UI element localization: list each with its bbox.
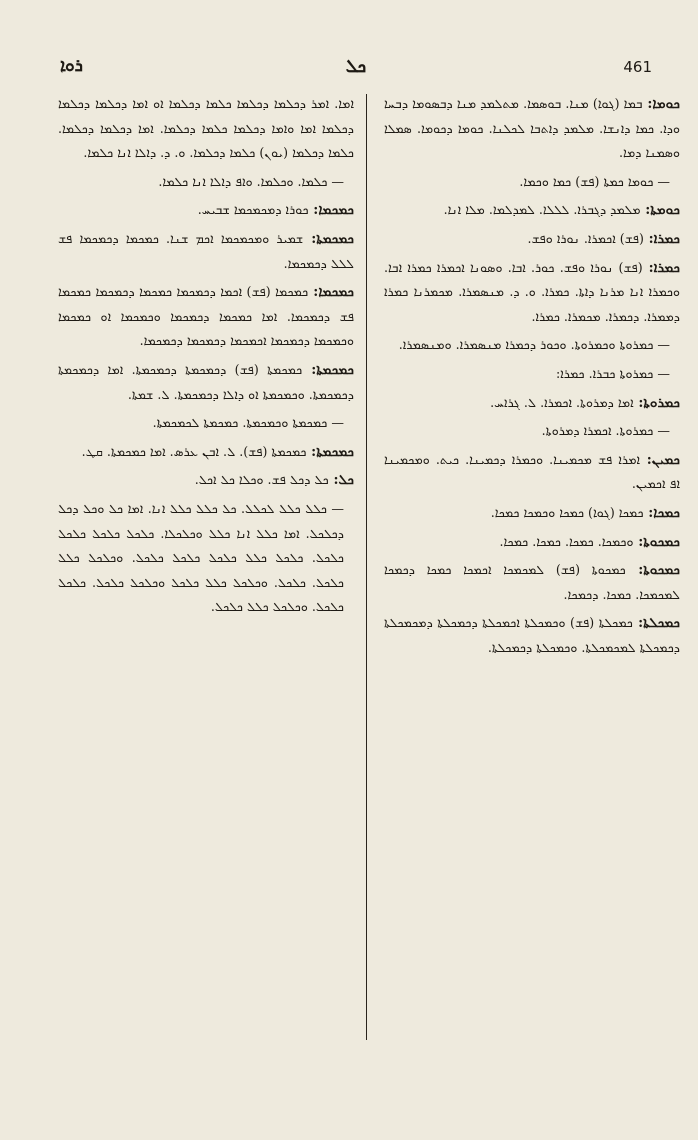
entry-text: — ܟܡܪܘܬܐ. ܐܟܡܪܐ ܕܡܪܘܬܐ. xyxy=(541,423,670,439)
entry-text: — ܟܡܪܘܬܐ ܟܒܪܐ. ܟܡܪܐ: xyxy=(556,365,670,381)
page-number: 461 xyxy=(623,58,652,76)
entry-headword: ܟܡܟܘܬܐ: xyxy=(625,562,680,579)
entry-text: — ܟܡܟܡܬܐ ܘܟܡܟܡܬܐ. ܟܡܟܡܬܐ ܠܟܡܟܡܬܐ. xyxy=(152,415,344,431)
column-divider xyxy=(366,94,367,1040)
sub-entry xyxy=(384,170,680,195)
entry-text: ܟܡܟܘܬܐ (ܦܫ) ܠܡܟܡܟܐ ܐܟܡܟܐ ܟܡܟܐ ܕܟܡܟܐ ܠܡܟܡܟܐ. ܟܡܟܐ. ܕܟܡܟܐ. xyxy=(384,562,680,602)
entry-text: ܟܡܟܡܐ (ܦܫ) ܐܟܡܐ ܕܟܡܟܡܐ ܟܡܟܡܐ ܕܟܡܟܡܐ ܟܡܟܡܐ ܦܫ ܕܟܡܟܡܐ. ܐܡܐ ܟܡܟܡܐ ܕܟܡܟܡܐ ܘܟܡܟܡܐ ܐܘ ܟܡܟܡܐ ܘܟܡܟܡܐ ܕܟܡܟܡܐ ܐܟܡܟܡܐ ܕܟܡܟܡܐ ܕܟܡܟܡܐ. xyxy=(58,284,354,349)
entry-text: ܐܡܐ. ܐܡܪ ܕܟܠܡܐ ܕܟܠܡܐ ܟܠܡܐ ܕܟܠܡܐ ܐܘ ܐܡܐ ܕܟܠܡܐ ܕܟܠܡܐ ܕܟܠܡܐ ܐܡܐ ܘܐܡܐ ܕܟܠܡܐ ܟܠܡܐ ܕܟܠܡܐ. ܐܡܐ ܕܟܠܡܐ ܕܟܠܡܐ. ܟܠܡܐ ܕܟܠܡܐ (ܝܘܢ) ܟܠܡܐ ܕܟܠܡܐ. ܘ. ܕ. ܕܐܠܐ ܐܢܐ ܟܠܡܐ. xyxy=(58,96,354,161)
entry-text: ܟܘܪܐ ܕܡܟܡܟܡܐ ܫܒܝܚ. xyxy=(197,202,309,218)
entry-headword: ܟܡܟܐ: xyxy=(643,504,680,521)
entry-text: ܫܡܝܪ ܘܡܟܡܟܡܐ ܐܟܡ ܫܢܐ. ܟܡܟܡܐ ܕܟܡܟܡܐ ܦܫ ܠܠܠ ܕܟܡܟܡܐ. xyxy=(58,230,354,271)
sub-entry xyxy=(384,333,680,358)
entry-headword: ܟܡܝܢ: xyxy=(640,451,680,468)
entry-text: — ܟܠܡܐ. ܘܟܠܡܐ. ܘܐܦ ܕܐܠܐ ܐܢܐ ܟܠܡܐ. xyxy=(158,173,344,189)
section-letter-heading: ܟܠ xyxy=(345,56,367,77)
right-column xyxy=(384,92,680,664)
entry-headword: ܟܡܪܐ: xyxy=(642,259,680,276)
entry-headword: ܟܡܪܐ: xyxy=(643,230,680,247)
entry-text: ܟܡܟܡܬܐ (ܦܫ). ܠ. ܐܒܢ ܥܪܣ. ܐܡܐ ܟܡܟܡܬܐ. ܩܛ. xyxy=(81,443,307,459)
dictionary-entry xyxy=(384,256,680,330)
entry-headword: ܟܡܟܡܬܐ: xyxy=(302,361,354,378)
entry-headword: ܟܡܟܠܬܐ: xyxy=(632,615,680,632)
entry-text: ܐܡܪܐ ܦܫ ܡܟܡܝܢܐ. ܘܟܡܪܐ ܕܟܡܝܢܐ. ܟܝܬ. ܘܡܟܡܝܢܐ ܐܦ ܐܟܡܝܢ. xyxy=(384,451,680,492)
entry-text: — ܟܡܪܘܬܐ ܘܟܡܪܘܬܐ. ܘܟܘܪ ܕܟܡܪܐ ܡܢܣܡܪܐ. ܘܡܢܣܡܪܐ. xyxy=(398,337,670,353)
page-number-syriac: ܪܘܐ xyxy=(60,56,83,76)
dictionary-entry xyxy=(384,448,680,497)
dictionary-entry xyxy=(384,198,680,223)
entry-text: ܡܠܡܕ ܕܓܒܪܐ. ܠܠܠܐ. ܠܡܕܠܡܐ. ܡܠܐ ܐܢܐ. xyxy=(443,202,641,218)
entry-headword: ܟܘܡܐ: xyxy=(642,96,680,112)
dictionary-entry xyxy=(58,440,354,465)
entry-text: ܟܡܟܠܬܐ (ܦܫ) ܘܟܡܟܠܬܐ ܐܟܡܟܠܬܐ ܕܟܡܟܠܬܐ ܕܡܟܡܟܠܬܐ ܕܟܡܟܠܬܐ ܠܡܟܡܟܠܬܐ. ܘܟܡܟܠܬܐ ܕܟܡܟܠܬܐ. xyxy=(384,615,680,655)
entry-headword: ܟܠ: xyxy=(328,472,354,489)
entry-text: — ܟܠܠ ܟܠܠ ܠܟܠܠ. ܟܠ ܟܠܠ ܟܠܠ ܐܢܐ. ܐܡܐ ܟܠ ܘܟܠ ܕܟܠ ܕܟܠܟܠ. ܐܡܐ ܟܠܠ ܐܢܐ ܟܠܠ ܘܟܠܟܠܐ. ܟܠܟܠ ܟܠܟܠ ܟܠܟܠ ܟܠܟܠ. ܟܠܟܠ ܟܠܠ ܟܠܟܠ ܟܠܟܠ ܟܠܟܠ. ܘܟܠܟܠ ܟܠܠ ܟܠܟܠ. ܟܠܟܠ. ܘܟܠܟܠ ܟܠܠ ܟܠܟܠ ܘܟܠܟܠ ܟܠܟܠ. ܟܠܟܠ ܟܠܟܠ. ܘܟܠܟܠ ܟܠܠ ܟܠܟܠ. xyxy=(58,500,344,615)
dictionary-entry xyxy=(58,280,354,354)
entry-text: ܘܟܡܟܐ. ܟܡܟܐ. ܟܡܟܐ. ܟܡܟܐ. xyxy=(499,533,634,549)
entry-text: ܟܠ ܕܟܠ ܦܫ. ܘܟܠܐ ܟܠ ܐܟܠ. xyxy=(194,472,329,488)
sub-entry xyxy=(384,362,680,387)
dictionary-entry xyxy=(384,501,680,526)
entry-headword: ܟܘܡܬܐ: xyxy=(640,202,680,219)
entry-headword: ܟܡܟܡܐ: xyxy=(308,202,354,219)
sub-entry xyxy=(384,419,680,444)
entry-headword: ܟܡܟܡܐ: xyxy=(308,284,354,301)
dictionary-entry xyxy=(384,530,680,555)
dictionary-entry xyxy=(384,92,680,166)
dictionary-entry xyxy=(384,611,680,660)
dictionary-entry xyxy=(384,227,680,252)
entry-headword: ܟܡܪܘܬܐ: xyxy=(633,394,680,411)
entry-headword: ܟܡܟܡܬܐ: xyxy=(303,230,355,247)
dictionary-entry xyxy=(58,198,354,223)
entry-text: ܐܡܐ ܕܡܪܘܬܐ. ܐܟܡܪܐ. ܠ. ܓܪܐܚ. xyxy=(490,394,634,410)
entry-text: ܟܡܟܐ (ܓܘܐ) ܟܡܟܐ ܘܟܡܟܐ ܟܡܟܐ. xyxy=(490,504,644,520)
sub-entry xyxy=(58,497,354,620)
left-column xyxy=(58,92,354,624)
dictionary-entry xyxy=(58,358,354,407)
dictionary-entry xyxy=(58,227,354,276)
sub-entry xyxy=(58,170,354,195)
sub-entry xyxy=(58,411,354,436)
entry-text: ܒܡܐ (ܓܘܐ) ܡܢܐ. ܒܘܣܡܐ. ܡܬܠܡܕ ܡܢܐ ܕܒܣܘܡܐ ܕܒܚܐ ܘܕܐ. ܟܡܐ ܕܐܢܫܐ. ܡܠܡܕ ܕܐܬܒܐ ܠܟܠܢܐ. ܟܘܡܐ ܕܟܘܡܐ. ܣܡܠܐ ܘܣܡܢܐ ܕܡܐ. xyxy=(384,96,680,161)
entry-text: ܟܡܟܡܬܐ (ܦܫ) ܕܟܡܟܡܬܐ ܕܟܡܟܡܬܐ. ܐܡܐ ܕܟܡܟܡܬܐ ܕܟܡܟܡܬܐ. ܘܟܡܟܡܬܐ ܐܘ ܕܐܠܐ ܕܟܡܟܡܬܐ. ܠ. ܫܡܬܐ. xyxy=(58,361,354,402)
dictionary-entry xyxy=(384,558,680,607)
dictionary-entry xyxy=(58,92,354,166)
entry-text: (ܦܫ) ܢܘܪܐ ܘܦܫ. ܟܘܪ. ܐܒܐ. ܘܣܘܢܐ ܐܟܡܪܐ ܟܡܪܐ ܐܒܐ. ܘܟܡܪܐ ܐܢܐ ܡܪܢܐ ܕܐܬܐ. ܟܡܪܐ. ܘ. ܕ. ܡܢܣܡܪܐ. ܡܟܡܪܢܐ ܟܡܪܐ ܕܡܡܪܐ. ܕܟܡܪܐ. ܡܟܡܪܐ. ܟܡܪܐ. xyxy=(384,259,680,324)
entry-headword: ܟܡܟܘܬܐ: xyxy=(633,533,680,550)
dictionary-entry xyxy=(384,391,680,416)
entry-headword: ܟܡܟܡܬܐ: xyxy=(306,443,354,460)
dictionary-entry xyxy=(58,468,354,493)
entry-text: (ܦܫ) ܐܟܡܪܐ. ܢܘܪܐ ܘܦܫ. xyxy=(527,230,644,246)
page-header xyxy=(60,56,652,80)
entry-text: — ܟܘܡܐ ܟܡܬܐ (ܦܫ) ܟܡܐ ܘܟܡܐ. xyxy=(519,173,670,189)
